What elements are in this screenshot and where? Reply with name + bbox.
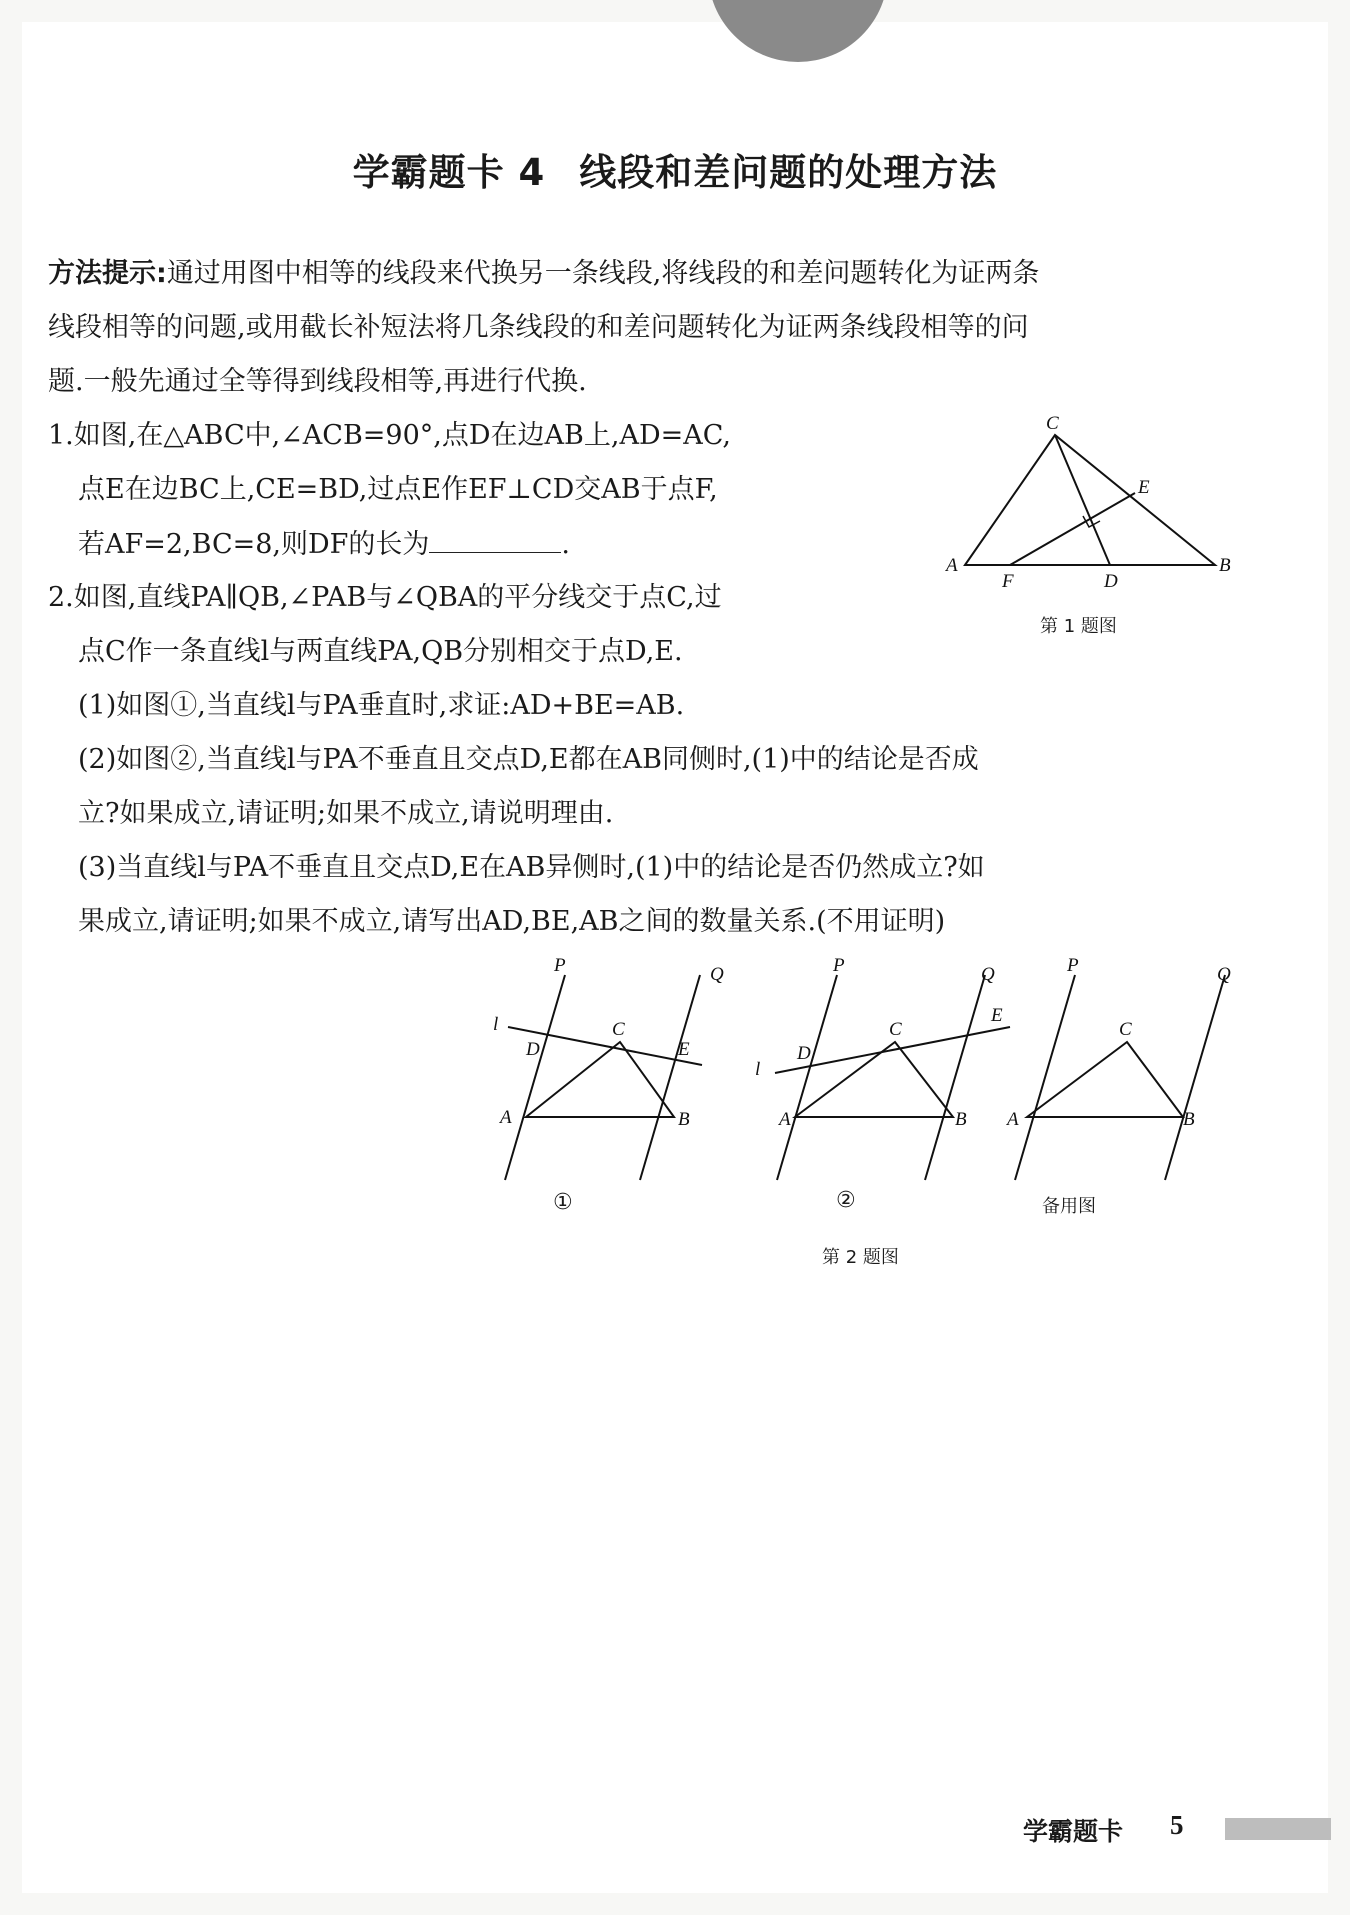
hint-line-3: 题.一般先通过全等得到线段相等,再进行代换. <box>48 366 587 397</box>
q1-period: . <box>561 529 570 560</box>
fig2c-label-a: A <box>1007 1109 1019 1130</box>
fig2a-label-q: Q <box>710 964 724 985</box>
fig2c-label-q: Q <box>1217 964 1231 985</box>
fig2b-label-b: B <box>955 1109 967 1130</box>
q2-part2-line-1: (2)如图②,当直线l与PA不垂直且交点D,E都在AB同侧时,(1)中的结论是否成 <box>78 744 979 775</box>
page-number: 5 <box>1170 1810 1184 1840</box>
figure-2-diagram-1 <box>490 955 730 1185</box>
fig2a-label-b: B <box>678 1109 690 1130</box>
fig2c-label-p: P <box>1067 955 1079 976</box>
title-sub: 线段和差问题的处理方法 <box>579 151 998 194</box>
fig2a-label-l: l <box>493 1014 499 1035</box>
q2-line-2: 点C作一条直线l与两直线PA,QB分别相交于点D,E. <box>78 636 683 667</box>
fig2-sub1-label: ① <box>553 1190 573 1215</box>
figure-2-spare-diagram <box>1005 955 1245 1185</box>
fig2c-label-c: C <box>1119 1019 1132 1040</box>
figure-1 <box>940 415 1240 595</box>
q1-line-3 <box>78 526 570 563</box>
fig1-caption: 第 1 题图 <box>1040 616 1117 637</box>
fig2b-label-e: E <box>991 1005 1003 1026</box>
fig1-label-b: B <box>1219 555 1231 576</box>
answer-blank[interactable] <box>429 526 561 553</box>
fig2a-label-c: C <box>612 1019 625 1040</box>
fig1-label-d: D <box>1104 571 1118 592</box>
fig2-sub3-label: 备用图 <box>1042 1196 1096 1217</box>
fig2b-label-q: Q <box>981 964 995 985</box>
fig1-label-e: E <box>1138 477 1150 498</box>
q2-part1: (1)如图①,当直线l与PA垂直时,求证:AD+BE=AB. <box>78 690 685 721</box>
hint-line-1 <box>48 256 1039 292</box>
fig2c-label-b: B <box>1183 1109 1195 1130</box>
q1-line-3-text: 若AF=2,BC=8,则DF的长为 <box>78 529 430 560</box>
page-title <box>0 142 1350 196</box>
hint-text-1: 通过用图中相等的线段来代换另一条线段,将线段的和差问题转化为证两条 <box>166 258 1040 289</box>
fig2a-label-e: E <box>678 1039 690 1060</box>
q1-line-1: 1.如图,在△ABC中,∠ACB=90°,点D在边AB上,AD=AC, <box>48 420 731 451</box>
hint-label: 方法提示: <box>48 258 167 289</box>
fig2b-label-d: D <box>797 1043 811 1064</box>
fig2b-label-c: C <box>889 1019 902 1040</box>
q1-line-2: 点E在边BC上,CE=BD,过点E作EF⊥CD交AB于点F, <box>78 474 718 505</box>
fig2a-label-a: A <box>500 1107 512 1128</box>
hint-line-2: 线段相等的问题,或用截长补短法将几条线段的和差问题转化为证两条线段相等的问 <box>48 312 1029 343</box>
fig2b-label-l: l <box>755 1059 761 1080</box>
q2-part2-line-2: 立?如果成立,请证明;如果不成立,请说明理由. <box>78 798 614 829</box>
fig1-label-f: F <box>1002 571 1014 592</box>
q2-line-1: 2.如图,直线PA∥QB,∠PAB与∠QBA的平分线交于点C,过 <box>48 582 722 613</box>
figure-2-diagram-2 <box>755 955 1015 1185</box>
fig2-sub2-label: ② <box>836 1188 856 1213</box>
footer-bar <box>1225 1818 1331 1840</box>
fig2a-label-d: D <box>526 1039 540 1060</box>
fig1-label-a: A <box>946 555 958 576</box>
footer-label: 学霸题卡 <box>1023 1817 1124 1846</box>
q2-part3-line-1: (3)当直线l与PA不垂直且交点D,E在AB异侧时,(1)中的结论是否仍然成立?如 <box>78 852 985 883</box>
fig2b-label-p: P <box>833 955 845 976</box>
fig2a-label-p: P <box>554 955 566 976</box>
title-main: 学霸题卡 4 <box>352 151 546 194</box>
fig2b-label-a: A <box>779 1109 791 1130</box>
fig1-label-c: C <box>1046 413 1059 434</box>
fig2-caption: 第 2 题图 <box>822 1247 899 1268</box>
q2-part3-line-2: 果成立,请证明;如果不成立,请写出AD,BE,AB之间的数量关系.(不用证明) <box>78 906 946 937</box>
